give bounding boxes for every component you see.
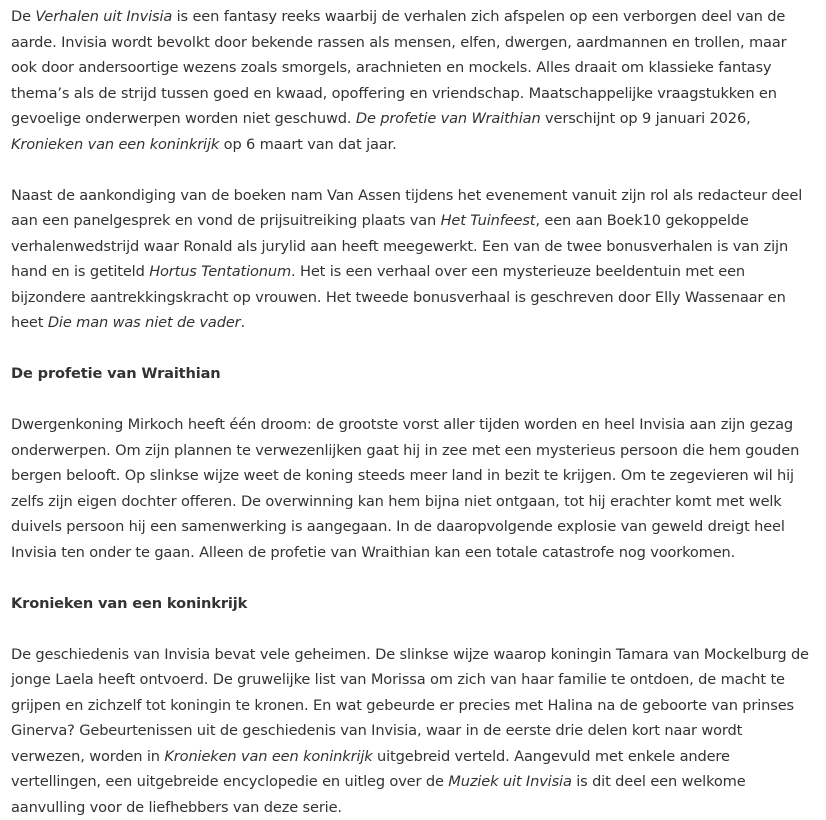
book-title-wraithian: De profetie van Wraithian bbox=[356, 110, 541, 127]
text-run: . Het is een verhaal over een mysterieuze beeldentuin met een bijzondere aantrekkingskracht op vrouwen. Het tweede bonusverhaal is geschreven door Elly Wassenaar en heet bbox=[11, 263, 786, 331]
bonus-story-title: Hortus Tentationum bbox=[149, 263, 291, 280]
text-run: , een aan Boek10 gekoppelde verhalenwedstrijd waar Ronald als jurylid aan heeft meegewerkt. Een van de twee bonusverhalen is van zijn hand en is getiteld bbox=[11, 212, 788, 280]
book-title-kronieken: Kronieken van een koninkrijk bbox=[11, 136, 219, 153]
text-run: De geschiedenis van Invisia bevat vele geheimen. De slinkse wijze waarop koningin Tamara van Mockelburg de jonge Laela heeft ontvoerd. De gruwelijke list van Morissa om zich van haar familie te ontdoen, de macht te grijpen en zichzelf tot koningin te kronen. En wat gebeurde er precies met Halina na de geboorte van prinses Ginerva? Gebeurtenissen uit de geschiedenis van Invisia, waar in de eerste drie delen kort naar wordt verwezen, worden in bbox=[11, 646, 809, 765]
text-run: De bbox=[11, 8, 35, 25]
bonus-story-title-2: Die man was niet de vader bbox=[48, 314, 241, 331]
section-heading-kronieken: Kronieken van een koninkrijk bbox=[11, 591, 816, 617]
music-title: Muziek uit Invisia bbox=[448, 773, 571, 790]
contest-title: Het Tuinfeest bbox=[441, 212, 536, 229]
series-title: Verhalen uit Invisia bbox=[35, 8, 172, 25]
intro-paragraph bbox=[11, 4, 816, 157]
text-run: . bbox=[241, 314, 246, 331]
event-paragraph bbox=[11, 183, 816, 336]
text-run: op 6 maart van dat jaar. bbox=[219, 136, 396, 153]
book-title-kronieken: Kronieken van een koninkrijk bbox=[164, 748, 372, 765]
text-run: Naast de aankondiging van de boeken nam Van Assen tijdens het evenement vanuit zijn rol als redacteur deel aan een panelgesprek en vond de prijsuitreiking plaats van bbox=[11, 187, 802, 230]
text-run: is een fantasy reeks waarbij de verhalen zich afspelen op een verborgen deel van de aarde. Invisia wordt bevolkt door bekende rassen als mensen, elfen, dwergen, aardmannen en trollen, maar ook door andersoortige wezens zoals smorgels, arachnieten en mockels. Alles draait om klassieke fantasy thema’s als de strijd tussen goed en kwaad, opoffering en vriendschap. Maatschappelijke vraagstukken en gevoelige onderwerpen worden niet geschuwd. bbox=[11, 8, 787, 127]
kronieken-paragraph bbox=[11, 642, 816, 820]
text-run: verschijnt op 9 januari 2026, bbox=[541, 110, 751, 127]
text-run: uitgebreid verteld. Aangevuld met enkele andere vertellingen, een uitgebreide encyclopedie en uitleg over de bbox=[11, 748, 730, 791]
wraithian-paragraph: Dwergenkoning Mirkoch heeft één droom: de grootste vorst aller tijden worden en heel Invisia aan zijn gezag onderwerpen. Om zijn plannen te verwezenlijken gaat hij in zee met een mysterieus persoon die hem gouden bergen belooft. Op slinkse wijze weet de koning steeds meer land in bezit te krijgen. Om te zegevieren wil hij zelfs zijn eigen dochter offeren. De overwinning kan hem bijna niet ontgaan, tot hij erachter komt met welk duivels persoon hij een samenwerking is aangegaan. In de daaropvolgende explosie van geweld dreigt heel Invisia ten onder te gaan. Alleen de profetie van Wraithian kan een totale catastrofe nog voorkomen. bbox=[11, 412, 816, 565]
section-heading-wraithian: De profetie van Wraithian bbox=[11, 361, 816, 387]
text-run: is dit deel een welkome aanvulling voor de liefhebbers van deze serie. bbox=[11, 773, 746, 816]
